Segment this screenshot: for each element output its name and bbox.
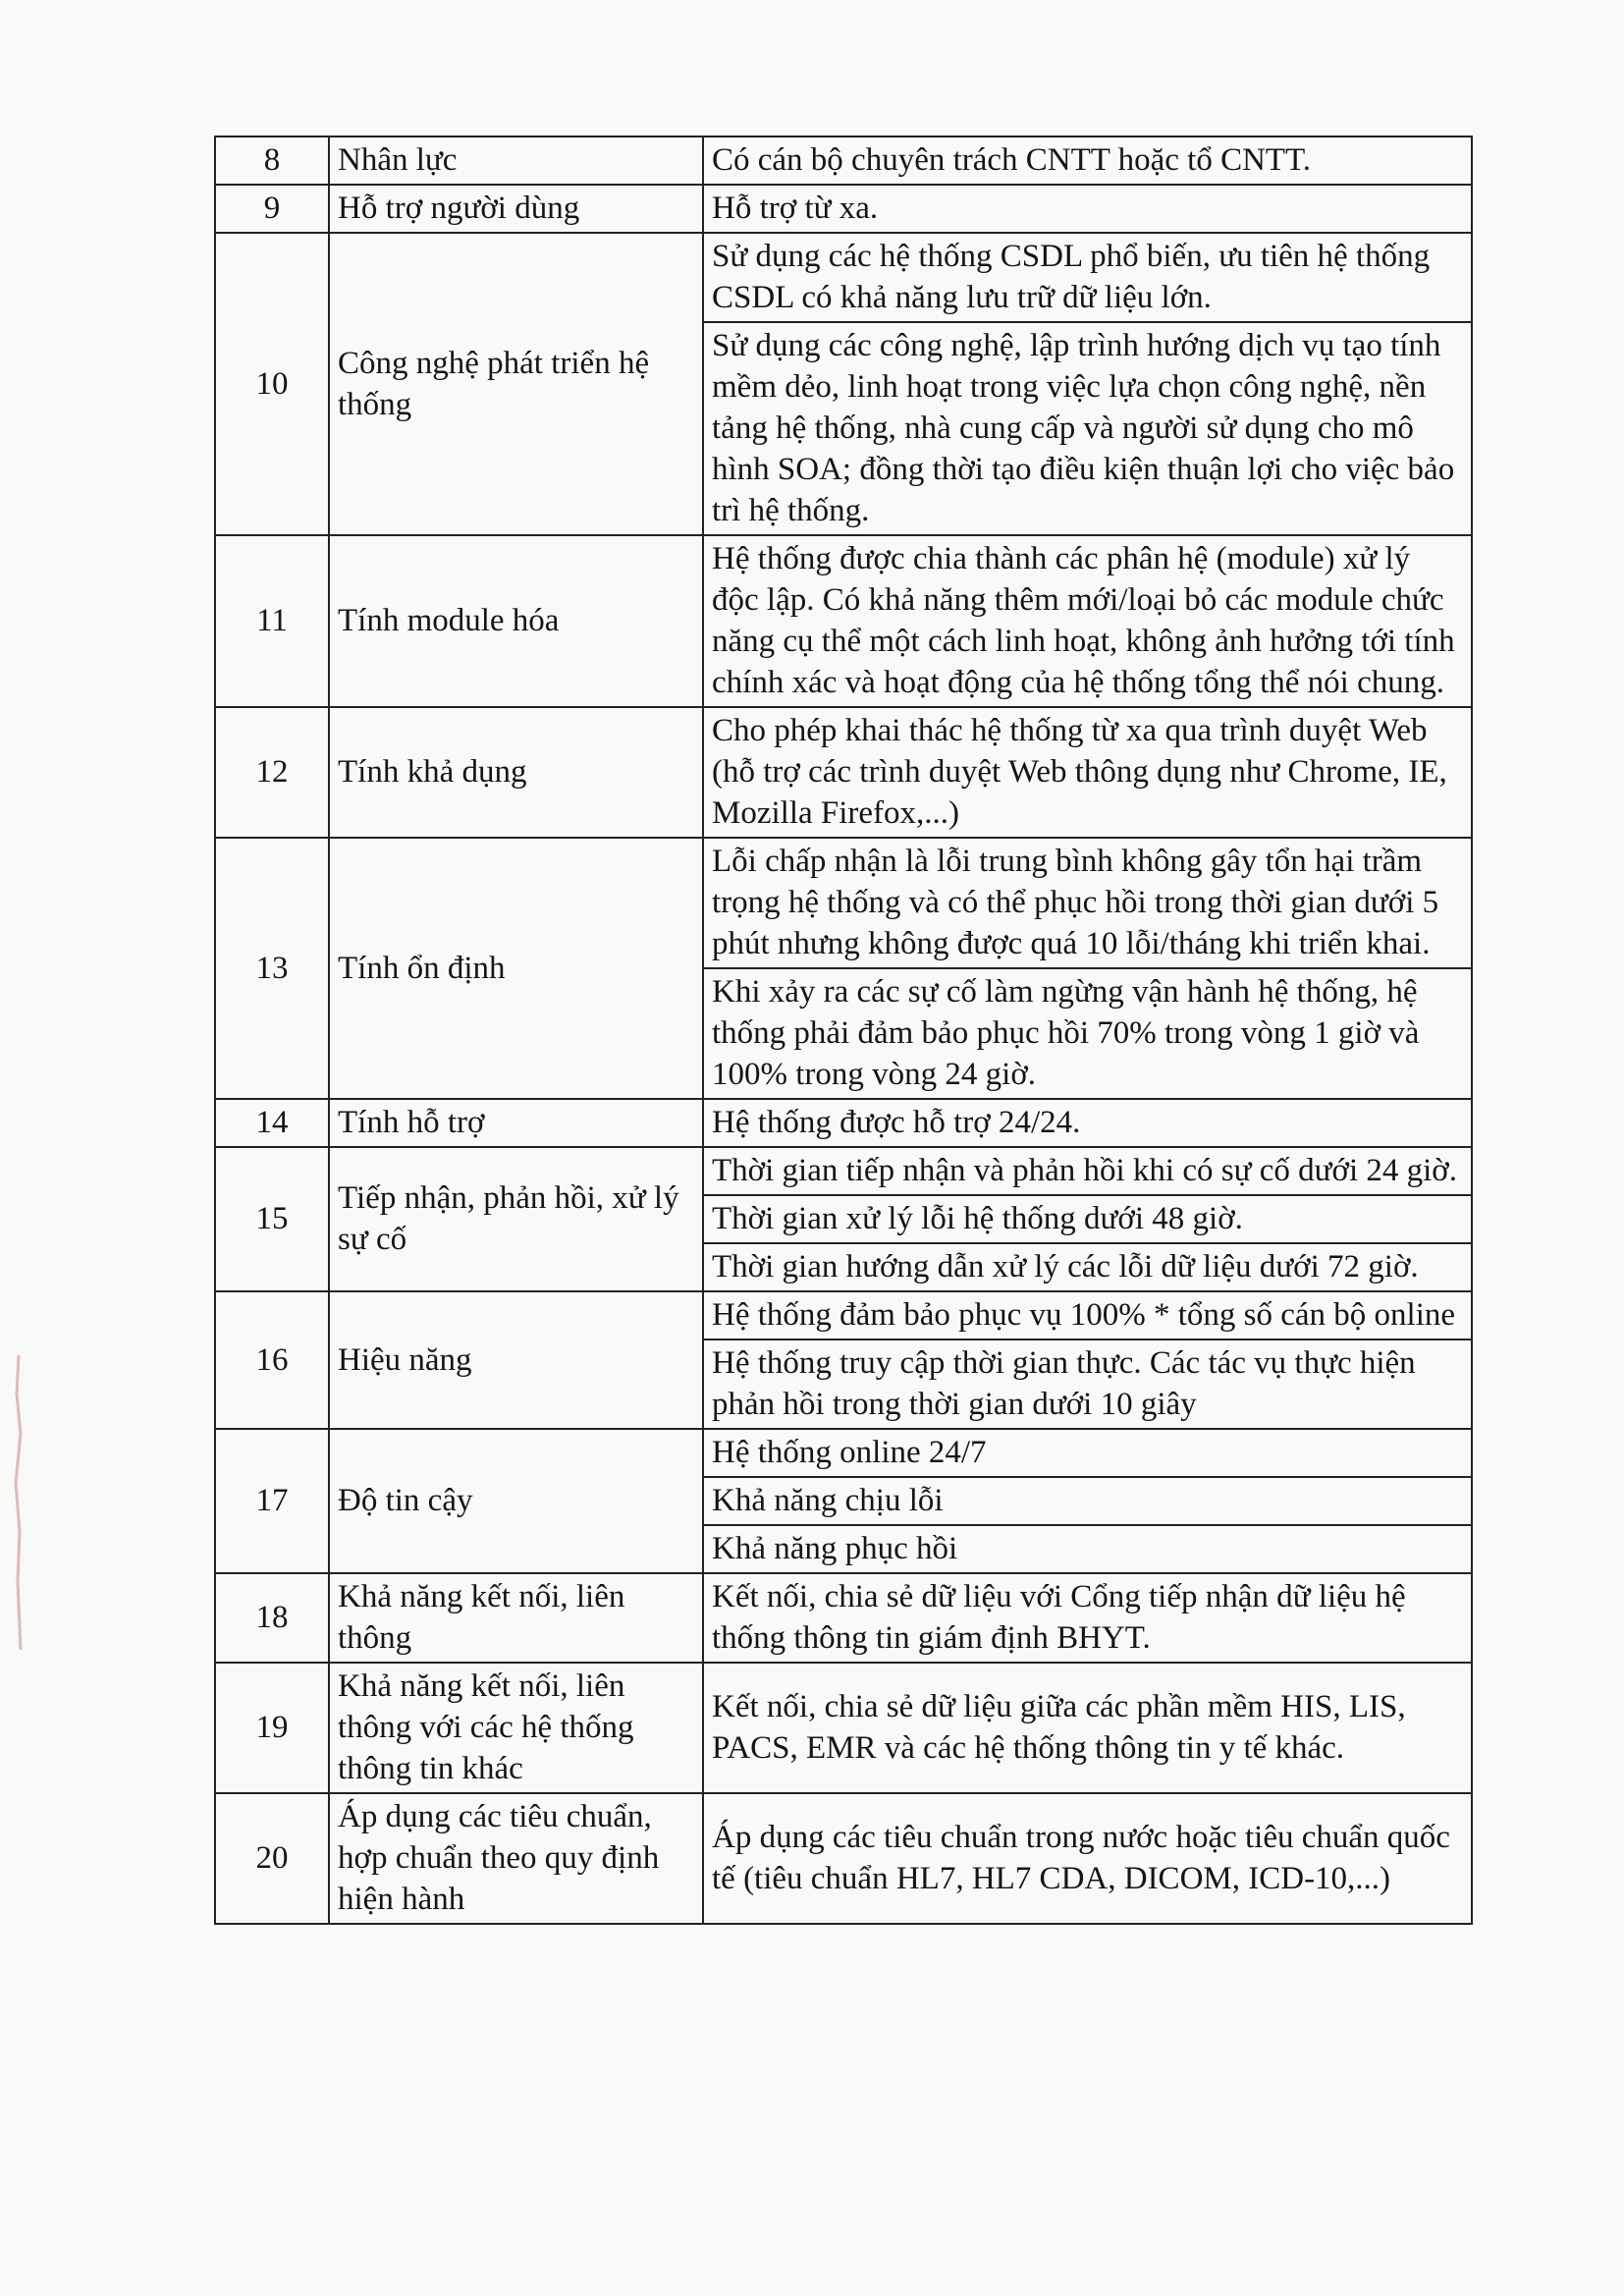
- requirement-detail-cell: Hệ thống truy cập thời gian thực. Các tác vụ thực hiện phản hồi trong thời gian dưới 10 giây: [703, 1339, 1472, 1429]
- row-number-cell: 11: [215, 535, 329, 707]
- requirement-detail-cell: Áp dụng các tiêu chuẩn trong nước hoặc tiêu chuẩn quốc tế (tiêu chuẩn HL7, HL7 CDA, DICOM, ICD-10,...): [703, 1793, 1472, 1924]
- row-number-cell: 16: [215, 1291, 329, 1429]
- table-row: [215, 1663, 1472, 1793]
- technical-requirements-table: [214, 136, 1473, 1925]
- table-row: [215, 1573, 1472, 1663]
- row-number-cell: 15: [215, 1147, 329, 1291]
- table-row: [215, 233, 1472, 322]
- requirement-detail-cell: Hệ thống online 24/7: [703, 1429, 1472, 1477]
- criterion-cell: Tính module hóa: [329, 535, 703, 707]
- requirement-detail-cell: Khả năng phục hồi: [703, 1525, 1472, 1573]
- table-row: [215, 838, 1472, 968]
- requirement-detail-cell: Kết nối, chia sẻ dữ liệu giữa các phần mềm HIS, LIS, PACS, EMR và các hệ thống thông tin y tế khác.: [703, 1663, 1472, 1793]
- row-number-cell: 20: [215, 1793, 329, 1924]
- criterion-cell: Độ tin cậy: [329, 1429, 703, 1573]
- row-number-cell: 19: [215, 1663, 329, 1793]
- requirement-detail-cell: Lỗi chấp nhận là lỗi trung bình không gây tổn hại trầm trọng hệ thống và có thể phục hồi trong thời gian dưới 5 phút nhưng không được quá 10 lỗi/tháng khi triển khai.: [703, 838, 1472, 968]
- requirement-detail-cell: Sử dụng các công nghệ, lập trình hướng dịch vụ tạo tính mềm dẻo, linh hoạt trong việc lựa chọn công nghệ, nền tảng hệ thống, nhà cung cấp và người sử dụng cho mô hình SOA; đồng thời tạo điều kiện thuận lợi cho việc bảo trì hệ thống.: [703, 322, 1472, 535]
- criterion-cell: Khả năng kết nối, liên thông: [329, 1573, 703, 1663]
- requirement-detail-cell: Khả năng chịu lỗi: [703, 1477, 1472, 1525]
- requirement-detail-cell: Hệ thống được chia thành các phân hệ (module) xử lý độc lập. Có khả năng thêm mới/loại bỏ các module chức năng cụ thể một cách linh hoạt, không ảnh hưởng tới tính chính xác và hoạt động của hệ thống tổng thể nói chung.: [703, 535, 1472, 707]
- margin-stamp-mark: [8, 1355, 29, 1650]
- table-row: [215, 707, 1472, 838]
- table-body: [215, 137, 1472, 1924]
- table-row: [215, 1429, 1472, 1477]
- row-number-cell: 10: [215, 233, 329, 535]
- requirement-detail-cell: Cho phép khai thác hệ thống từ xa qua trình duyệt Web (hỗ trợ các trình duyệt Web thông dụng như Chrome, IE, Mozilla Firefox,...): [703, 707, 1472, 838]
- row-number-cell: 12: [215, 707, 329, 838]
- row-number-cell: 13: [215, 838, 329, 1099]
- requirement-detail-cell: Hỗ trợ từ xa.: [703, 185, 1472, 233]
- row-number-cell: 9: [215, 185, 329, 233]
- criterion-cell: Tiếp nhận, phản hồi, xử lý sự cố: [329, 1147, 703, 1291]
- row-number-cell: 14: [215, 1099, 329, 1147]
- requirement-detail-cell: Thời gian hướng dẫn xử lý các lỗi dữ liệu dưới 72 giờ.: [703, 1243, 1472, 1291]
- row-number-cell: 18: [215, 1573, 329, 1663]
- table-row: [215, 1099, 1472, 1147]
- table-row: [215, 1291, 1472, 1339]
- criterion-cell: Hỗ trợ người dùng: [329, 185, 703, 233]
- requirement-detail-cell: Thời gian xử lý lỗi hệ thống dưới 48 giờ.: [703, 1195, 1472, 1243]
- requirement-detail-cell: Hệ thống được hỗ trợ 24/24.: [703, 1099, 1472, 1147]
- requirement-detail-cell: Kết nối, chia sẻ dữ liệu với Cổng tiếp nhận dữ liệu hệ thống thông tin giám định BHYT.: [703, 1573, 1472, 1663]
- criterion-cell: Áp dụng các tiêu chuẩn, hợp chuẩn theo quy định hiện hành: [329, 1793, 703, 1924]
- table-row: [215, 1793, 1472, 1924]
- criterion-cell: Khả năng kết nối, liên thông với các hệ thống thông tin khác: [329, 1663, 703, 1793]
- criterion-cell: Công nghệ phát triển hệ thống: [329, 233, 703, 535]
- requirement-detail-cell: Thời gian tiếp nhận và phản hồi khi có sự cố dưới 24 giờ.: [703, 1147, 1472, 1195]
- criterion-cell: Tính ổn định: [329, 838, 703, 1099]
- requirement-detail-cell: Sử dụng các hệ thống CSDL phổ biến, ưu tiên hệ thống CSDL có khả năng lưu trữ dữ liệu lớn.: [703, 233, 1472, 322]
- criterion-cell: Tính hỗ trợ: [329, 1099, 703, 1147]
- requirement-detail-cell: Có cán bộ chuyên trách CNTT hoặc tổ CNTT.: [703, 137, 1472, 185]
- criterion-cell: Nhân lực: [329, 137, 703, 185]
- requirement-detail-cell: Hệ thống đảm bảo phục vụ 100% * tổng số cán bộ online: [703, 1291, 1472, 1339]
- criterion-cell: Hiệu năng: [329, 1291, 703, 1429]
- table-row: [215, 185, 1472, 233]
- requirement-detail-cell: Khi xảy ra các sự cố làm ngừng vận hành hệ thống, hệ thống phải đảm bảo phục hồi 70% trong vòng 1 giờ và 100% trong vòng 24 giờ.: [703, 968, 1472, 1099]
- criterion-cell: Tính khả dụng: [329, 707, 703, 838]
- table-row: [215, 137, 1472, 185]
- table-row: [215, 535, 1472, 707]
- table-row: [215, 1147, 1472, 1195]
- row-number-cell: 8: [215, 137, 329, 185]
- row-number-cell: 17: [215, 1429, 329, 1573]
